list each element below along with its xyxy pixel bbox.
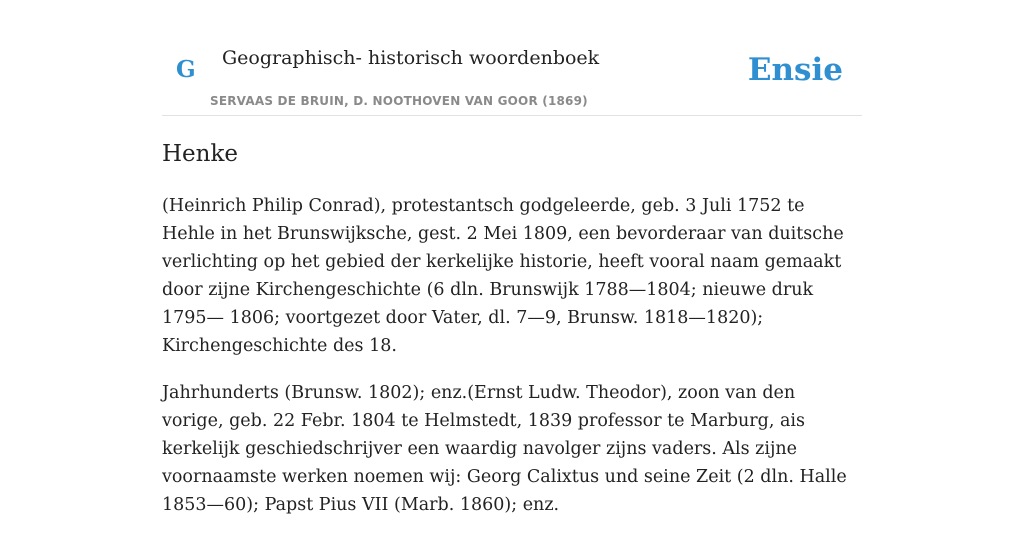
- entry-body: [162, 192, 862, 538]
- book-authors: SERVAAS DE BRUIN, D. NOOTHOVEN VAN GOOR (1869): [210, 94, 588, 108]
- page: [162, 0, 862, 515]
- book-title-link[interactable]: Geographisch- historisch woordenboek: [222, 47, 600, 69]
- entry-paragraph: (Heinrich Philip Conrad), protestantsch godgeleerde, geb. 3 Juli 1752 te Hehle in het Brunswijksche, gest. 2 Mei 1809, een bevorderaar van duitsche verlichting op het gebied der kerkelijke historie, heeft vooral naam gemaakt door zijne Kirchengeschichte (6 dln. Brunswijk 1788—1804; nieuwe druk 1795— 1806; voortgezet door Vater, dl. 7—9, Brunsw. 1818—1820); Kirchengeschichte des 18.: [162, 196, 844, 356]
- book-letter-icon[interactable]: G: [176, 56, 196, 83]
- book-header: [162, 0, 862, 116]
- entry-paragraph: Jahrhunderts (Brunsw. 1802); enz.(Ernst Ludw. Theodor), zoon van den vorige, geb. 22 Febr. 1804 te Helmstedt, 1839 professor te Marburg, ais kerkelijk geschiedschrijver een waardig navolger zijns vaders. Als zijne voornaamste werken noemen wij: Georg Calixtus und seine Zeit (2 dln. Halle 1853—60); Papst Pius VII (Marb. 1860); enz.: [162, 383, 847, 515]
- entry-title: Henke: [162, 141, 239, 167]
- ensie-logo[interactable]: Ensie: [747, 52, 843, 88]
